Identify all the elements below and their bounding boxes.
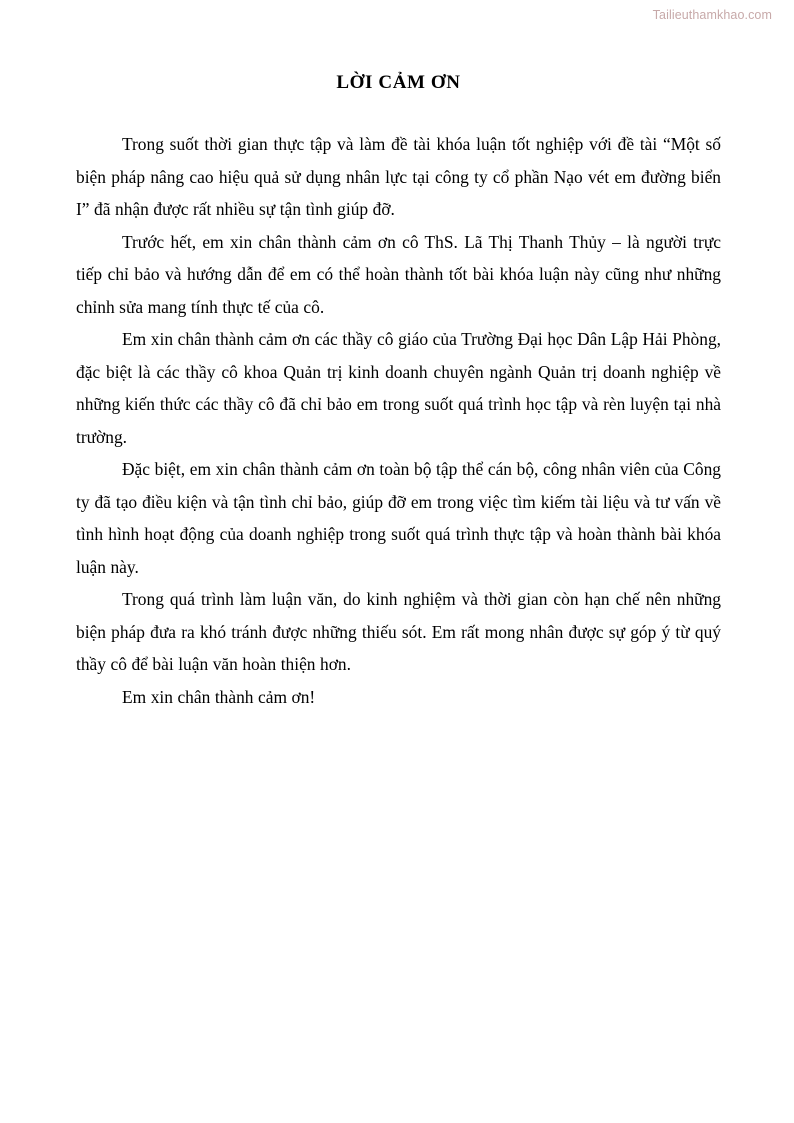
paragraph: Trong quá trình làm luận văn, do kinh nghiệm và thời gian còn hạn chế nên những biện pháp đưa ra khó tránh được những thiếu sót. Em rất mong nhân được sự góp ý từ quý thầy cô để bài luận văn hoàn thiện hơn. xyxy=(76,589,721,674)
paragraph: Đặc biệt, em xin chân thành cảm ơn toàn bộ tập thể cán bộ, công nhân viên của Công ty đã tạo điều kiện và tận tình chỉ bảo, giúp đỡ em trong việc tìm kiếm tài liệu và tư vấn về tình hình hoạt động của doanh nghiệp trong suốt quá trình thực tập và hoàn thành bài khóa luận này. xyxy=(76,459,721,577)
document-content xyxy=(76,62,721,713)
site-watermark: Tailieuthamkhao.com xyxy=(652,8,772,22)
page-title: LỜI CẢM ƠN xyxy=(336,72,461,93)
paragraph: Em xin chân thành cảm ơn! xyxy=(122,686,316,707)
paragraph: Trước hết, em xin chân thành cảm ơn cô ThS. Lã Thị Thanh Thủy – là người trực tiếp chỉ bảo và hướng dẫn để em có thể hoàn thành tốt bài khóa luận này cũng như những chỉnh sửa mang tính thực tế của cô. xyxy=(76,231,721,317)
document-body xyxy=(76,128,721,713)
paragraph: Em xin chân thành cảm ơn các thầy cô giáo của Trường Đại học Dân Lập Hải Phòng, đặc biệt là các thầy cô khoa Quản trị kinh doanh chuyên ngành Quản trị doanh nghiệp về những kiến thức các thầy cô đã chỉ bảo em trong suốt quá trình học tập và rèn luyện tại nhà trường. xyxy=(76,329,721,447)
paragraph: Trong suốt thời gian thực tập và làm đề tài khóa luận tốt nghiệp với đề tài “Một số biện pháp nâng cao hiệu quả sử dụng nhân lực tại công ty cổ phần Nạo vét em đường biển I” đã nhận được rất nhiều sự tận tình giúp đỡ. xyxy=(76,134,721,219)
